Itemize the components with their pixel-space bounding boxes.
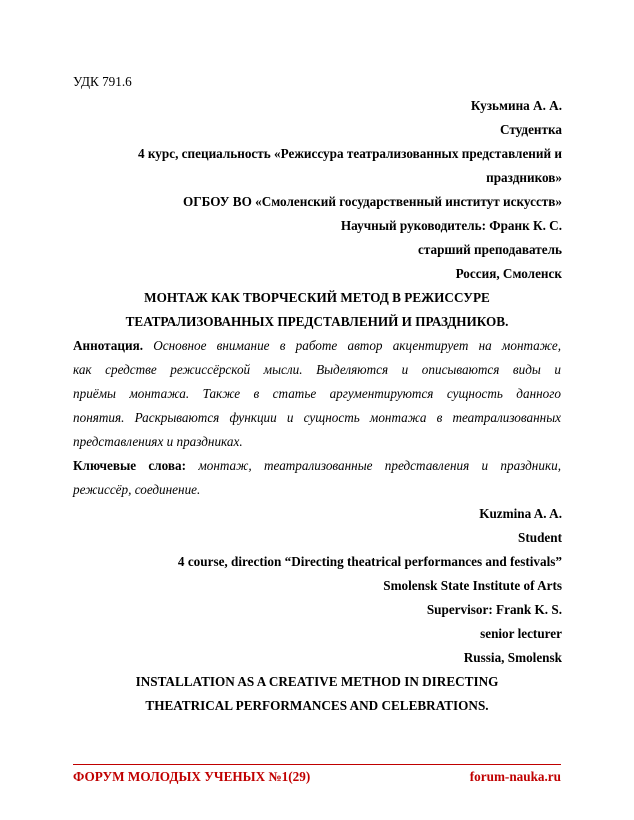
keywords-text-line1: монтаж, театрализованные представления и праздники, xyxy=(198,458,562,473)
footer-site-link[interactable]: forum-nauka.ru xyxy=(469,769,561,784)
abstract-line2: как средстве режиссёрской мысли. Выделяются и описываются виды и xyxy=(73,362,561,377)
keywords-label: Ключевые слова: xyxy=(73,458,187,473)
ru-author-role: Студентка xyxy=(499,122,562,137)
abstract-label: Аннотация. xyxy=(73,338,144,353)
ru-location: Россия, Смоленск xyxy=(455,266,562,281)
abstract-text-line1: Основное внимание в работе автор акцентирует на монтаже, xyxy=(153,338,562,353)
ru-author-course-line2: праздников» xyxy=(486,170,562,185)
abstract-line1 xyxy=(73,337,561,354)
en-title-line1: INSTALLATION AS A CREATIVE METHOD IN DIRECTING xyxy=(135,674,499,689)
ru-title-line1: МОНТАЖ КАК ТВОРЧЕСКИЙ МЕТОД В РЕЖИССУРЕ xyxy=(144,290,490,305)
en-author-course: 4 course, direction “Directing theatrical performances and festivals” xyxy=(177,554,562,569)
keywords-line2: режиссёр, соединение. xyxy=(73,482,201,497)
footer-divider xyxy=(73,764,561,765)
ru-author-institution: ОГБОУ ВО «Смоленский государственный институт искусств» xyxy=(183,194,562,209)
en-supervisor: Supervisor: Frank K. S. xyxy=(426,602,562,617)
ru-author-course-line1: 4 курс, специальность «Режиссура театрализованных представлений и xyxy=(137,146,562,161)
en-author-institution: Smolensk State Institute of Arts xyxy=(383,578,562,593)
keywords-line1 xyxy=(73,457,561,474)
en-author-role: Student xyxy=(518,530,562,545)
udk-code: УДК 791.6 xyxy=(73,74,132,89)
footer-journal: ФОРУМ МОЛОДЫХ УЧЕНЫХ №1(29) xyxy=(73,769,311,784)
en-author-name: Kuzmina A. A. xyxy=(479,506,562,521)
ru-title-line2: ТЕАТРАЛИЗОВАННЫХ ПРЕДСТАВЛЕНИЙ И ПРАЗДНИКОВ. xyxy=(125,314,509,329)
abstract-line3: приёмы монтажа. Также в статье аргументируются сущность данного xyxy=(73,386,561,401)
ru-author-name: Кузьмина А. А. xyxy=(470,98,562,113)
en-location: Russia, Smolensk xyxy=(463,650,562,665)
en-supervisor-title: senior lecturer xyxy=(480,626,562,641)
abstract-line4: понятия. Раскрываются функции и сущность монтажа в театрализованных xyxy=(73,410,561,425)
en-title-line2: THEATRICAL PERFORMANCES AND CELEBRATIONS. xyxy=(145,698,489,713)
abstract-line5: представлениях и праздниках. xyxy=(73,434,243,449)
ru-supervisor-title: старший преподаватель xyxy=(418,242,562,257)
ru-supervisor: Научный руководитель: Франк К. С. xyxy=(340,218,562,233)
